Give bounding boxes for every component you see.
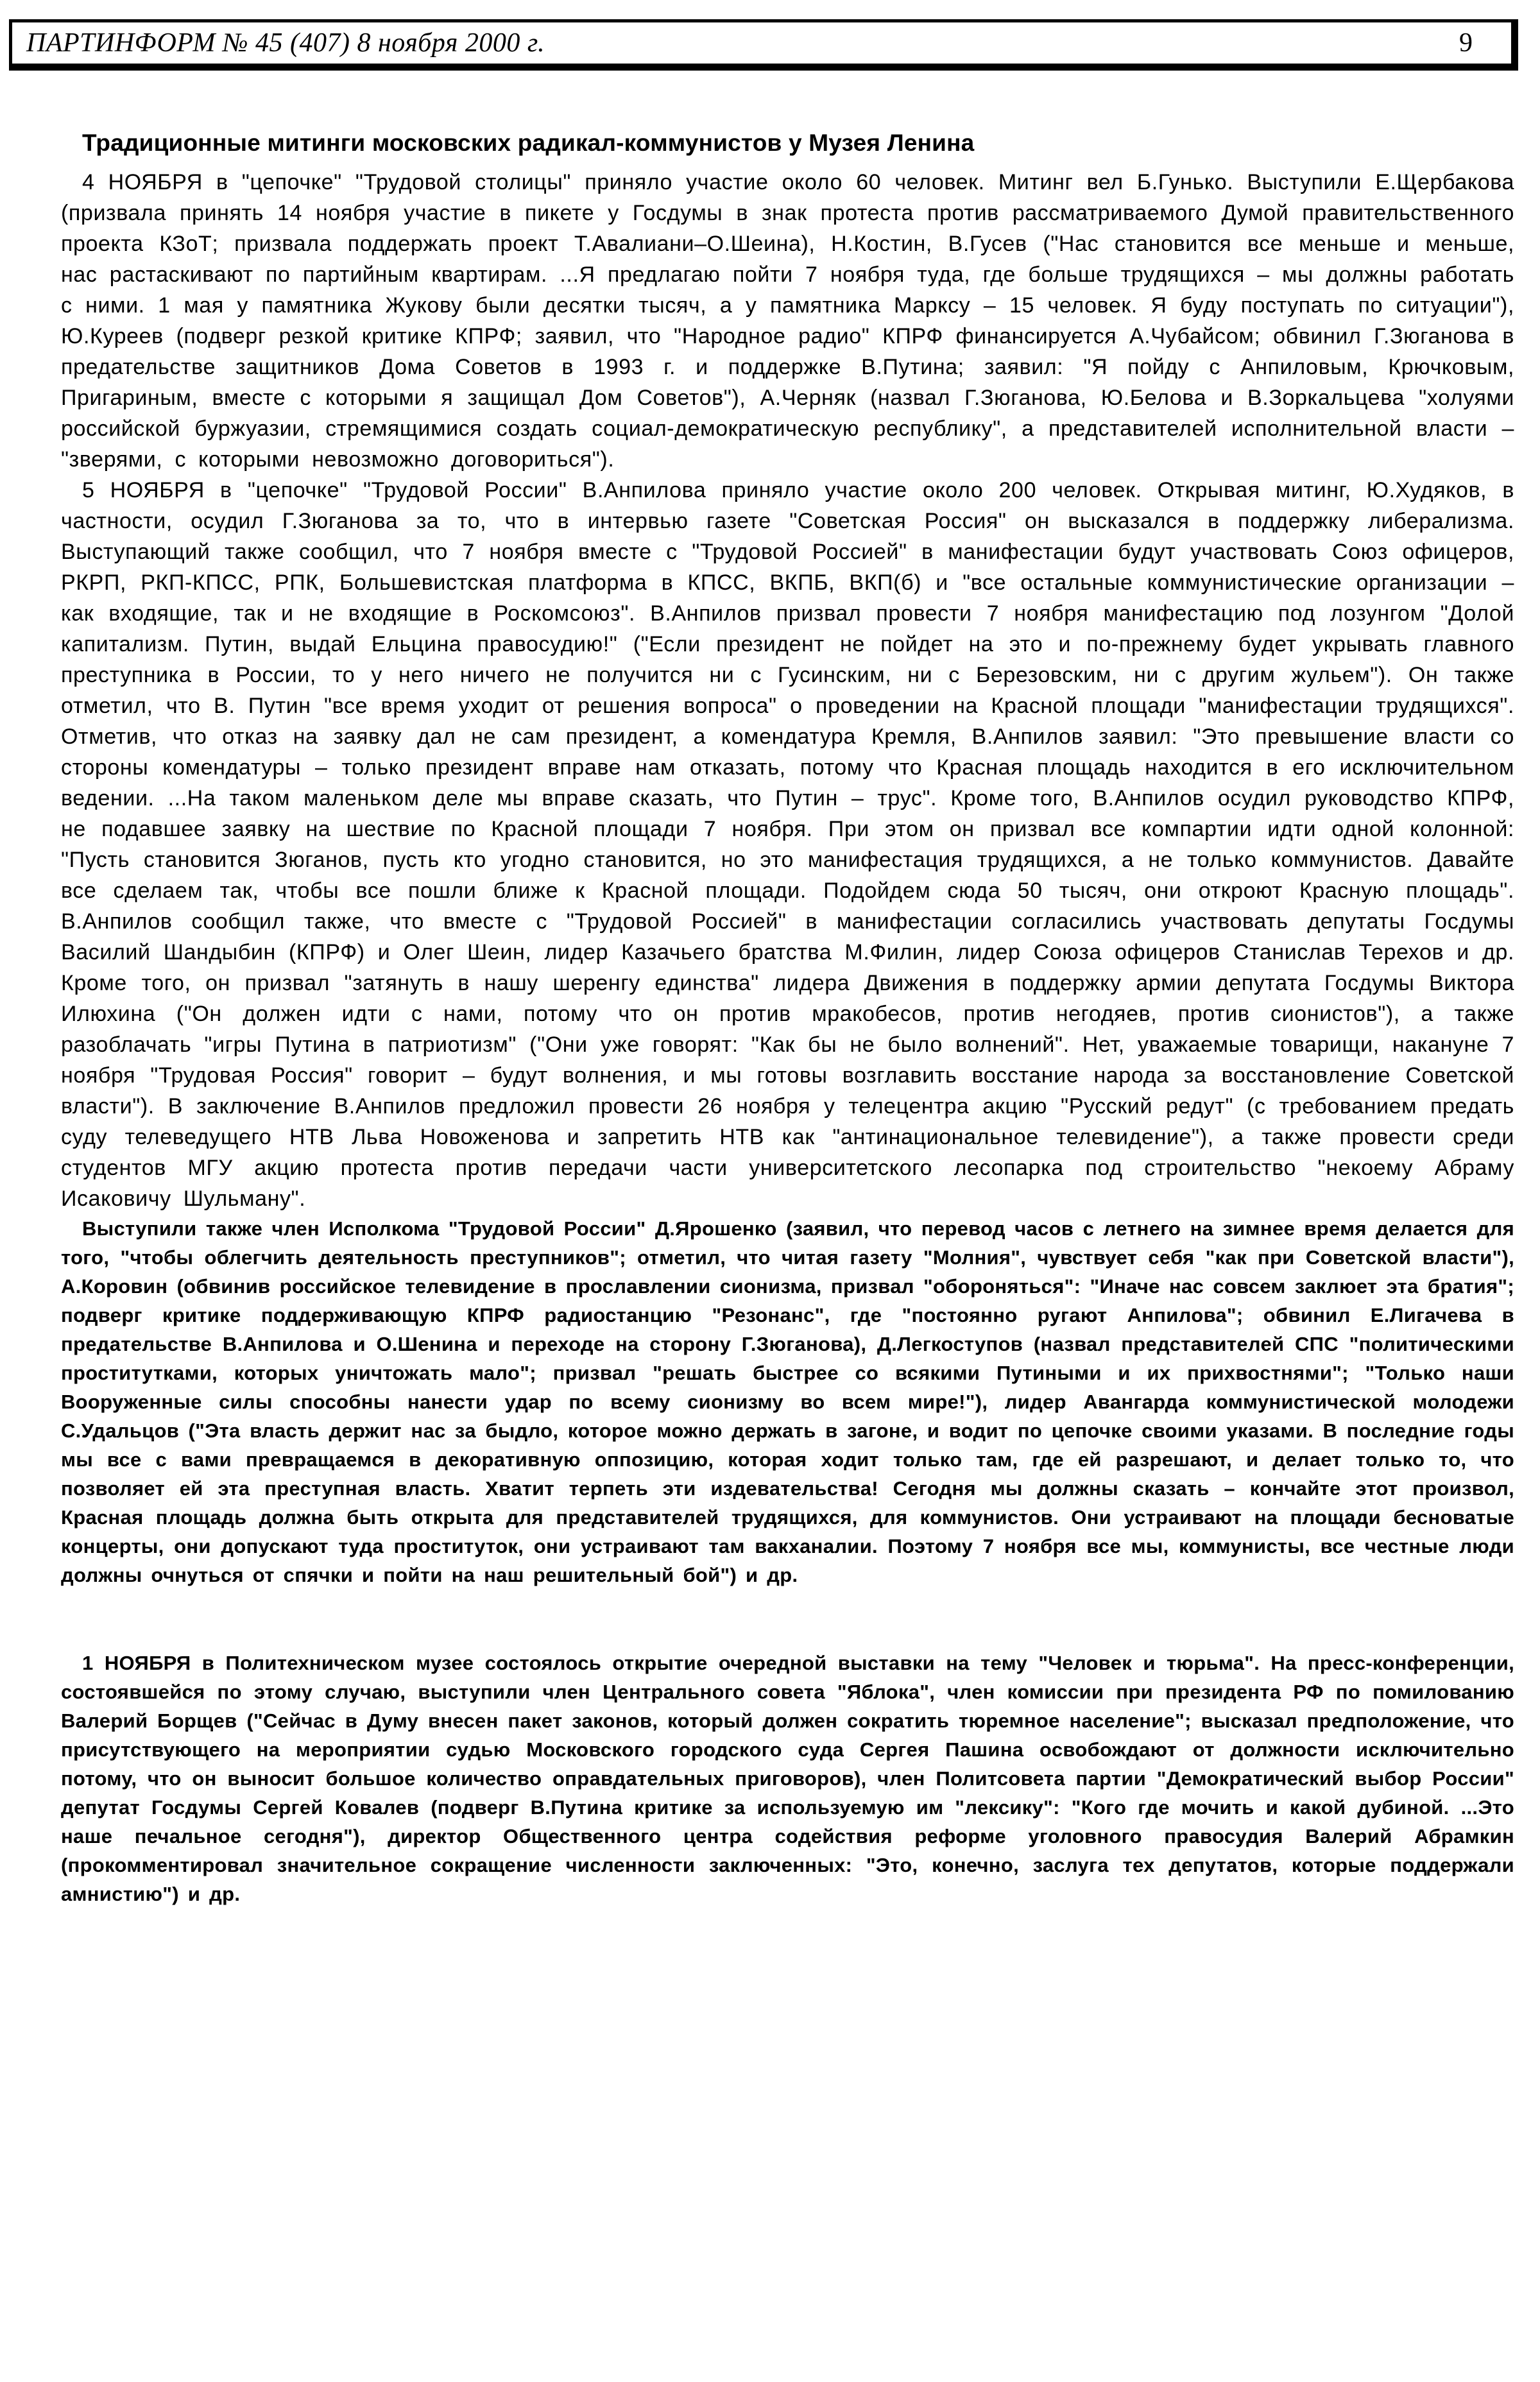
journal-title: ПАРТИНФОРМ № 45 (407) 8 ноября 2000 г. [26,28,545,58]
paragraph-meeting-nov5: 5 НОЯБРЯ в "цепочке" "Трудовой России" В.Анпилова приняло участие около 200 человек. Открывая митинг, Ю.Худяков, в частности, осудил Г.Зюганова за то, что в интервью газете "Советская Россия" он высказался в поддержку либерализма. Выступающий также сообщил, что 7 ноября вместе с "Трудовой Россией" в манифестации будут участвовать Союз офицеров, РКРП, РКП-КПСС, РПК, Большевистская платформа в КПСС, ВКПБ, ВКП(б) и "все остальные коммунистические организации – как входящие, так и не входящие в Роскомсоюз". В.Анпилов призвал провести 7 ноября манифестацию под лозунгом "Долой капитализм. Путин, выдай Ельцина правосудию!" ("Если президент не пойдет на это и по-прежнему будет укрывать главного преступника в России, то у него ничего не получится ни с Гусинским, ни с Березовским, ни с другим жульем"). Он также отметил, что В. Путин "все время уходит от решения вопроса" о проведении на Красной площади "манифестации трудящихся". Отметив, что отказ на заявку дал не сам президент, а комендатура Кремля, В.Анпилов заявил: "Это превышение власти со стороны комендатуры – только президент вправе нам отказать, потому что Красная площадь находится в его исключительном ведении. ...На таком маленьком деле мы вправе сказать, что Путин – трус". Кроме того, В.Анпилов осудил руководство КПРФ, не подавшее заявку на шествие по Красной площади 7 ноября. При этом он призвал все компартии идти одной колонной: "Пусть становится Зюганов, пусть кто угодно становится, но это манифестация трудящихся, а не только коммунистов. Давайте все сделаем так, чтобы все пошли ближе к Красной площади. Подойдем сюда 50 тысяч, они откроют Красную площадь". В.Анпилов сообщил также, что вместе с "Трудовой Россией" в манифестации согласились участвовать депутаты Госдумы Василий Шандыбин (КПРФ) и Олег Шеин, лидер Казачьего братства М.Филин, лидер Союза офицеров Станислав Терехов и др. Кроме того, он призвал "затянуть в нашу шеренгу единства" лидера Движения в поддержку армии депутата Госдумы Виктора Илюхина ("Он должен идти с нами, потому что он против мракобесов, против негодяев, против сионистов"), а также разоблачать "игры Путина в патриотизм" ("Они уже говорят: "Как бы не было волнений". Нет, уважаемые товарищи, накануне 7 ноября "Трудовая Россия" говорит – будут волнения, и мы готовы возглавить восстание народа за восстановление Советской власти"). В заключение В.Анпилов предложил провести 26 ноября у телецентра акцию "Русский редут" (с требованием предать суду телеведущего НТВ Льва Новоженова и запретить НТВ как "антинациональное телевидение"), а также провести среди студентов МГУ акцию протеста против передачи части университетского лесопарка под строительство "некоему Абраму Исаковичу Шульману". [61,478,1514,1211]
article-title: Традиционные митинги московских радикал-коммунистов у Музея Ленина [82,130,975,156]
paragraph-other-speakers: Выступили также член Исполкома "Трудовой России" Д.Ярошенко (заявил, что перевод часов с летнего на зимнее время делается для того, "чтобы облегчить деятельность преступников"; отметил, что читая газету "Молния", чувствует себя "как при Советской власти"), А.Коровин (обвинив российское телевидение в прославлении сионизма, призвал "обороняться": "Иначе нас совсем заклюет эта братия"; подверг критике поддерживающую КПРФ радиостанцию "Резонанс", где "постоянно ругают Анпилова"; обвинил Е.Лигачева в предательстве В.Анпилова и О.Шенина и переходе на сторону Г.Зюганова), Д.Легкоступов (назвал представителей СПС "политическими проститутками, которых уничтожать мало"; призвал "решать быстрее со всякими Путиными и их прихвостнями"; "Только наши Вооруженные силы способны нанести удар по всему сионизму во всем мире!"), лидер Авангарда коммунистической молодежи С.Удальцов ("Эта власть держит нас за быдло, которое можно держать в загоне, и водит по цепочке своими указами. В последние годы мы все с вами превращаемся в декоративную оппозицию, которая ходит только там, где ей разрешают, и делает только то, что позволяет ей эта преступная власть. Хватит терпеть эти издевательства! Сегодня мы должны сказать – кончайте этот произвол, Красная площадь должна быть открыта для представителей трудящихся, для коммунистов. Они устраивают на площади бесноватые концерты, они допускают туда проституток, они устраивают там вакханалии. Поэтому 7 ноября все мы, коммунисты, все честные люди должны очнуться от спячки и пойти на наш решительный бой") и др. [61,1217,1514,1586]
article-body [61,128,1514,1908]
page-number: 9 [1459,28,1473,58]
page-header [9,19,1518,71]
paragraph-meeting-nov4: 4 НОЯБРЯ в "цепочке" "Трудовой столицы" приняло участие около 60 человек. Митинг вел Б.Гунько. Выступили Е.Щербакова (призвала принять 14 ноября участие в пикете у Госдумы в знак протеста против рассматриваемого Думой правительственного проекта КЗоТ; призвала поддержать проект Т.Авалиани–О.Шеина), Н.Костин, В.Гусев ("Нас становится все меньше и меньше, нас растаскивают по партийным квартирам. ...Я предлагаю пойти 7 ноября туда, где больше трудящихся – мы должны работать с ними. 1 мая у памятника Жукову были десятки тысяч, а у памятника Марксу – 15 человек. Я буду поступать по ситуации"), Ю.Куреев (подверг резкой критике КПРФ; заявил, что "Народное радио" КПРФ финансируется А.Чубайсом; обвинил Г.Зюганова в предательстве защитников Дома Советов в 1993 г. и поддержке В.Путина; заявил: "Я пойду с Анпиловым, Крючковым, Пригариным, вместе с которыми я защищал Дом Советов"), А.Черняк (назвал Г.Зюганова, Ю.Белова и В.Зоркальцева "холуями российской буржуазии, стремящимися создать социал-демократическую республику", а представителей исполнительной власти – "зверями, с которыми невозможно договориться"). [61,170,1514,472]
paragraph-exhibition-nov1: 1 НОЯБРЯ в Политехническом музее состоялось открытие очередной выставки на тему "Человек и тюрьма". На пресс-конференции, состоявшейся по этому случаю, выступили член Центрального совета "Яблока", член комиссии при президента РФ по помилованию Валерий Борщев ("Сейчас в Думу внесен пакет законов, который должен сократить тюремное население"; высказал предположение, что присутствующего на мероприятии судью Московского городского суда Сергея Пашина освобождают от должности исключительно потому, что он выносит большое количество оправдательных приговоров), член Политсовета партии "Демократический выбор России" депутат Госдумы Сергей Ковалев (подверг В.Путина критике за используемую им "лексику": "Кого где мочить и какой дубиной. ...Это наше печальное сегодня"), директор Общественного центра содействия реформе уголовного правосудия Валерий Абрамкин (прокомментировал значительное сокращение численности заключенных: "Это, конечно, заслуга тех депутатов, которые поддержали амнистию") и др. [61,1652,1514,1905]
